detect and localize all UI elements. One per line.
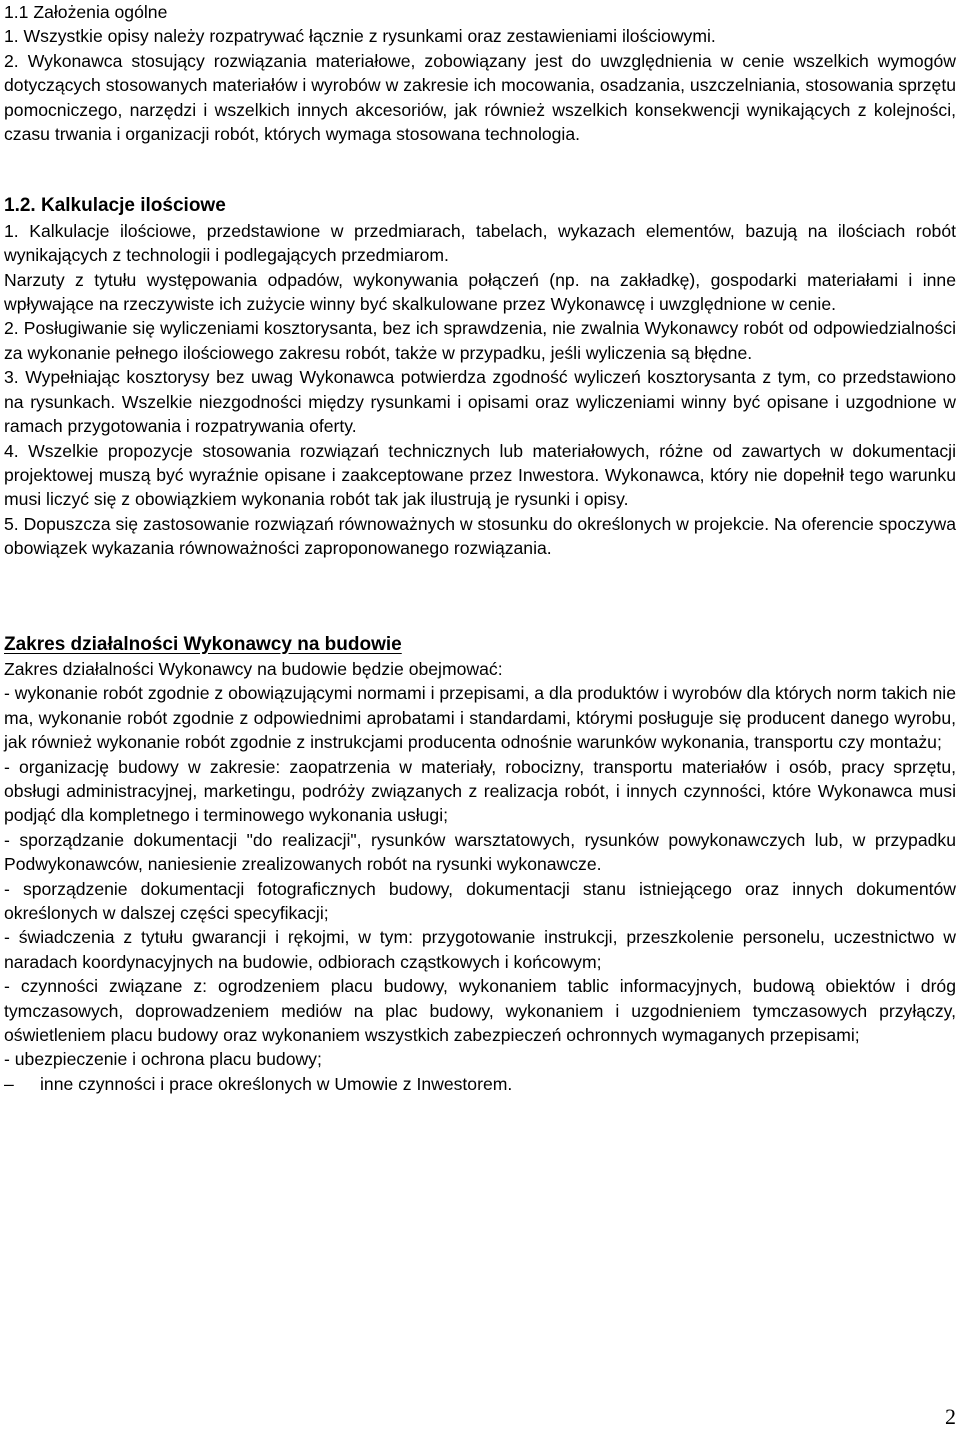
section-1-2-paragraph-1: 1. Kalkulacje ilościowe, przedstawione w przedmiarach, tabelach, wykazach elementów, bazują na ilościach robót wynikających z technologii i podlegających przedmiarom. — [4, 220, 956, 266]
scope-item-6: - czynności związane z: ogrodzeniem placu budowy, wykonaniem tablic informacyjnych, budową obiektów i dróg tymczasowych, doprowadzeniem mediów na plac budowy, wykonaniem i uzgodnieniem tymczasowych przyłączy, oświetleniem placu budowy oraz wykonaniem wszystkich zabezpieczeń ochronnych wymaganych przepisami; — [4, 976, 956, 1046]
scope-item-3: - sporządzanie dokumentacji "do realizacji", rysunków warsztatowych, rysunków powykonawczych lub, w przypadku Podwykonawców, naniesienie zrealizowanych robót na rysunki wykonawcze. — [4, 829, 956, 875]
section-1-2-paragraph-4: 4. Wszelkie propozycje stosowania rozwiązań technicznych lub materiałowych, różne od zawartych w dokumentacji projektowej muszą być wyraźnie opisane i zaakceptowane przez Inwestora. Wykonawca, który nie dopełnił tego warunku musi liczyć się z obowiązkiem wykonania robót tak jak ilustrują je rysunki i opisy. — [4, 440, 956, 510]
section-1-2-paragraph-1b: Narzuty z tytułu występowania odpadów, wykonywania połączeń (np. na zakładkę), gospodarki materiałami i inne wpływające na rzeczywiste ich zużycie winny być skalkulowane przez Wykonawcę i uwzględnione w cenie. — [4, 269, 956, 315]
scope-item-8-text: inne czynności i prace określonych w Umowie z Inwestorem. — [40, 1073, 513, 1094]
scope-item-2: - organizację budowy w zakresie: zaopatrzenia w materiały, robocizny, transportu materiałów i osób, pracy sprzętu, obsługi administracyjnej, marketingu, podróży związanych z realizacja robót, i innych czynności, które Wykonawca musi podjąć dla kompletnego i terminowego wykonania usługi; — [4, 756, 956, 826]
page-number: 2 — [945, 1404, 956, 1429]
section-1-2-paragraph-3: 3. Wypełniając kosztorysy bez uwag Wykonawca potwierdza zgodność wyliczeń kosztorysanta z tym, co przedstawiono na rysunkach. Wszelkie niezgodności między rysunkami i opisami oraz wyliczeniami winny być opisane i uzgodnione w ramach przygotowania i rozpatrywania oferty. — [4, 367, 956, 437]
section-1-1-paragraph-2: 2. Wykonawca stosujący rozwiązania materiałowe, zobowiązany jest do uwzględnienia w cenie wszelkich wymogów dotyczących stosowanych materiałów i wyrobów w zakresie ich mocowania, osadzania, uszczelniania, stosowania sprzętu pomocniczego, narzędzi i wszelkich innych akcesoriów, jak również wszelkich konsekwencji wynikających z kolejności, czasu trwania i organizacji robót, których wymaga stosowana technologia. — [4, 50, 956, 145]
dash-bullet: – — [4, 1073, 14, 1094]
section-1-2-paragraph-2: 2. Posługiwanie się wyliczeniami kosztorysanta, bez ich sprawdzenia, nie zwalnia Wykonawcy robót od odpowiedzialności za wykonanie pełnego ilościowego zakresu robót, także w przypadku, jeśli wyliczenia są błędne. — [4, 318, 956, 363]
section-1-2-heading: 1.2. Kalkulacje ilościowe — [4, 195, 226, 217]
document-page — [4, 0, 956, 1096]
section-1-1-paragraph-1: 1. Wszystkie opisy należy rozpatrywać łącznie z rysunkami oraz zestawieniami ilościowymi. — [4, 26, 716, 47]
scope-item-4: - sporządzenie dokumentacji fotograficznych budowy, dokumentacji stanu istniejącego oraz innych dokumentów określonych w dalszej części specyfikacji; — [4, 878, 956, 923]
scope-intro: Zakres działalności Wykonawcy na budowie będzie obejmować: — [4, 658, 503, 679]
spacer — [4, 561, 956, 633]
scope-item-5: - świadczenia z tytułu gwarancji i rękojmi, w tym: przygotowanie instrukcji, przeszkolenie personelu, uczestnictwo w naradach koordynacyjnych na budowie, odbiorach cząstkowych i końcowym; — [4, 927, 956, 972]
section-1-1-heading: 1.1 Założenia ogólne — [4, 2, 168, 22]
scope-item-1: - wykonanie robót zgodnie z obowiązującymi normami i przepisami, a dla produktów i wyrobów dla których norm takich nie ma, wykonanie robót zgodnie z odpowiednimi aprobatami i standardami, którymi posługuje się producent danego wyrobu, jak również wykonanie robót zgodnie z instrukcjami producenta odnośnie warunków wykonania, transportu czy montażu; — [4, 683, 956, 753]
scope-item-8 — [4, 1072, 956, 1096]
spacer — [4, 146, 956, 194]
scope-item-7: - ubezpieczenie i ochrona placu budowy; — [4, 1049, 322, 1070]
section-1-2-paragraph-5: 5. Dopuszcza się zastosowanie rozwiązań równoważnych w stosunku do określonych w projekcie. Na oferencie spoczywa obowiązek wykazania równoważności zaproponowanego rozwiązania. — [4, 513, 956, 559]
scope-heading: Zakres działalności Wykonawcy na budowie — [4, 633, 402, 655]
